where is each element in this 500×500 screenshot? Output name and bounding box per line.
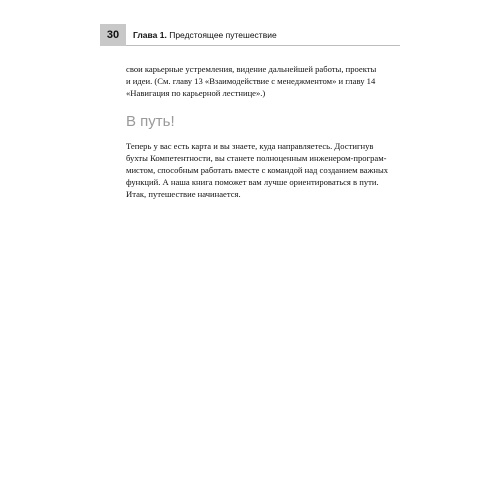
page-header bbox=[100, 24, 400, 46]
text-line: бухты Компетентности, вы станете полноценным инженером-програм- bbox=[126, 153, 387, 163]
chapter-label: Глава 1. bbox=[133, 30, 167, 40]
text-line: функций. А наша книга поможет вам лучше ориентироваться в пути. bbox=[126, 177, 379, 187]
paragraph-intro bbox=[126, 63, 396, 99]
text-line: Теперь у вас есть карта и вы знаете, куда направляетесь. Достигнув bbox=[126, 141, 374, 151]
running-head bbox=[133, 30, 277, 40]
section-heading: В путь! bbox=[126, 113, 175, 130]
text-line: свои карьерные устремления, видение дальнейшей работы, проекты bbox=[126, 64, 377, 74]
text-line: и идеи. (См. главу 13 «Взаимодействие с менеджментом» и главу 14 bbox=[126, 76, 376, 86]
header-rule bbox=[126, 45, 400, 46]
chapter-title: Предстоящее путешествие bbox=[169, 30, 277, 40]
page-number: 30 bbox=[100, 24, 126, 46]
text-line: Итак, путешествие начинается. bbox=[126, 189, 241, 199]
text-line: мистом, способным работать вместе с командой над созданием важных bbox=[126, 165, 389, 175]
text-line: «Навигация по карьерной лестнице».) bbox=[126, 88, 266, 98]
paragraph-main bbox=[126, 140, 396, 200]
